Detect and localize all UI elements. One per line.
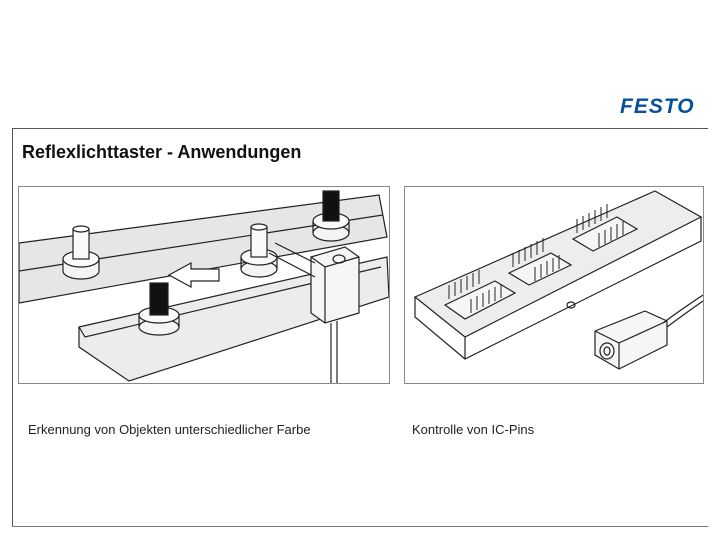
festo-logo: FESTO [620, 95, 695, 118]
figure-caption-right: Kontrolle von IC-Pins [412, 422, 535, 437]
ic-pin-check-figure [404, 186, 704, 384]
figure-caption-left: Erkennung von Objekten unterschiedlicher Farbe [28, 422, 311, 437]
page-title: Reflexlichttaster - Anwendungen [22, 142, 302, 162]
object-detection-figure [18, 186, 390, 384]
footer-divider [12, 526, 708, 527]
header-divider [12, 128, 708, 129]
left-border [12, 128, 13, 526]
